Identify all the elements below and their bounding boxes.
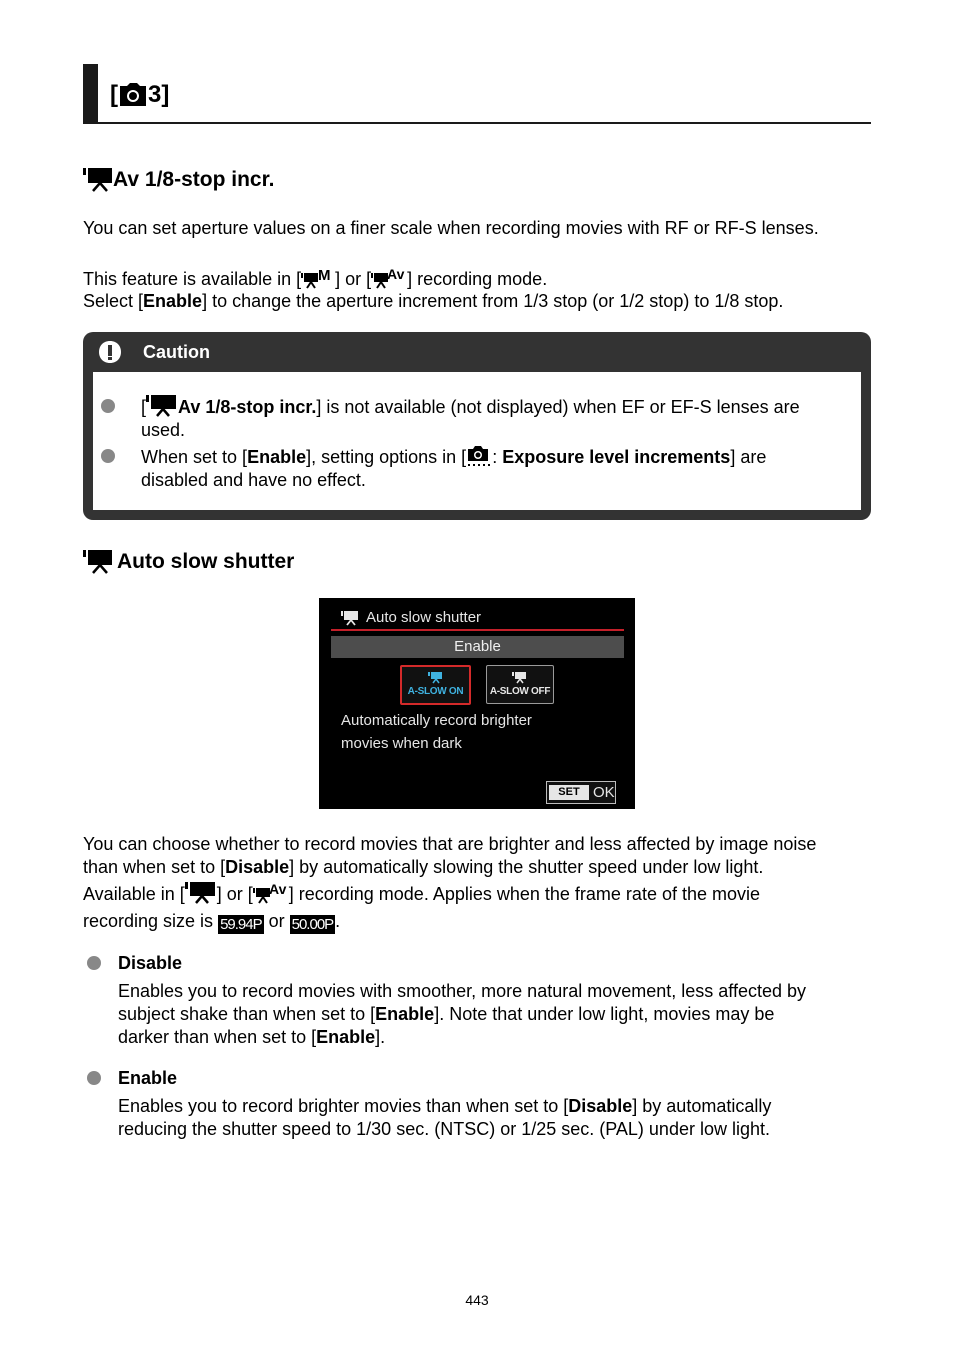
caution-box: [83, 332, 871, 520]
caution-item2-text-a: When set to [: [141, 447, 248, 467]
frame-rate-badge-5994p: 59.94P: [220, 916, 262, 933]
svg-text:M: M: [318, 267, 331, 284]
movie-camera-icon: [185, 882, 217, 904]
section2-p3-or: or: [263, 911, 290, 931]
caution-item-1: [141, 395, 851, 442]
page-title: [110, 80, 169, 110]
section2-p3-end: .: [335, 911, 341, 931]
section1-p1-text: You can set aperture values on a finer scale when recording movies with RF or RF-S lenses.: [83, 218, 819, 238]
option-a-slow-off[interactable]: [486, 665, 554, 704]
section1-paragraph-2: [83, 267, 873, 291]
screenshot-title: [341, 609, 481, 627]
movie-manual-mode-icon: [301, 267, 335, 289]
movie-camera-icon: [146, 395, 178, 417]
p3-bold-enable: Enable: [143, 291, 203, 311]
bullet: [87, 956, 101, 970]
caution-item1-bold: Av 1/8-stop incr.: [178, 397, 317, 417]
section2-p2-text-b: ] or [: [216, 884, 253, 904]
movie-camera-icon: [83, 168, 113, 192]
set-ok-button[interactable]: [546, 781, 616, 804]
caution-item2-text-c: ] are: [730, 447, 767, 467]
p2-text-c: ] recording mode.: [407, 269, 548, 289]
disable-desc-bold-enable-2: Enable: [316, 1027, 376, 1047]
disable-desc-line1: Enables you to record movies with smoother, more natural movement, less affected by: [118, 981, 806, 1001]
movie-av-mode-icon: [371, 267, 407, 289]
movie-av-mode-icon: [253, 882, 289, 904]
enable-desc-line2: reducing the shutter speed to 1/30 sec. (NTSC) or 1/25 sec. (PAL) under low light.: [118, 1119, 770, 1139]
screenshot-title-text: Auto slow shutter: [366, 609, 482, 626]
section1-paragraph-1: [83, 217, 873, 240]
title-number: 3: [148, 81, 162, 108]
bullet: [87, 1071, 101, 1085]
camera-icon: [118, 83, 148, 107]
movie-camera-icon: [428, 672, 444, 684]
section-heading-av-stop: [83, 167, 274, 193]
movie-camera-icon: [512, 672, 528, 684]
ok-label: OK: [593, 784, 615, 801]
disable-desc-line3-b: ].: [375, 1027, 386, 1047]
p3-text-b: ] to change the aperture increment from 1/3 stop (or 1/2 stop) to 1/8 stop.: [202, 291, 784, 311]
camera-menu-screenshot: [319, 598, 635, 809]
disable-desc-bold-enable: Enable: [375, 1004, 435, 1024]
caution-item2-text-b: ], setting options in [: [306, 447, 467, 467]
frame-rate-badge-5000p: 50.00P: [291, 916, 334, 933]
option-name-disable: Disable: [118, 953, 183, 973]
enable-desc-bold-disable: Disable: [568, 1096, 633, 1116]
disable-desc-line2-b: ]. Note that under low light, movies may be: [434, 1004, 775, 1024]
p3-text-a: Select [: [83, 291, 144, 311]
section2-p2-text-c: ] recording mode. Applies when the frame rate of the movie: [288, 884, 761, 904]
caution-item2-colon: :: [492, 447, 503, 467]
section2-p1-text-b: ] by automatically slowing the shutter speed under low light.: [289, 857, 764, 877]
svg-text:Av: Av: [268, 882, 287, 897]
disable-desc-line2-a: subject shake than when set to [: [118, 1004, 376, 1024]
set-chip: SET: [549, 785, 589, 800]
option-name-enable: Enable: [118, 1068, 178, 1088]
title-accent-bar: [83, 64, 98, 123]
bullet: [101, 449, 115, 463]
movie-camera-icon: [83, 550, 117, 574]
title-open: [: [110, 81, 118, 108]
enable-desc-line1-a: Enables you to record brighter movies than when set to [: [118, 1096, 569, 1116]
section-heading-text: Auto slow shutter: [117, 550, 295, 573]
page-number: 443: [465, 1292, 489, 1308]
caution-item1-line2: used.: [141, 420, 186, 440]
option-description-enable: [118, 1095, 868, 1141]
section1-paragraph-3: [83, 290, 873, 313]
title-close: ]: [161, 81, 170, 108]
screenshot-description-line1: Automatically record brighter: [341, 712, 532, 729]
section2-p2-text-a: Available in [: [83, 884, 185, 904]
svg-text:Av: Av: [387, 267, 405, 282]
disable-desc-line3-a: darker than when set to [: [118, 1027, 317, 1047]
option-a-slow-on[interactable]: [400, 665, 471, 705]
section2-p3-text-a: recording size is: [83, 911, 219, 931]
section2-p1-text-a: than when set to [: [83, 857, 226, 877]
caution-item2-bold-enable: Enable: [247, 447, 307, 467]
caution-item1-text: ] is not available (not displayed) when EF or EF-S lenses are: [316, 397, 800, 417]
caution-body: [93, 372, 861, 510]
title-rule: [83, 122, 871, 124]
section2-paragraph-2: [83, 882, 873, 906]
section2-p1-bold-disable: Disable: [225, 857, 290, 877]
bullet: [101, 399, 115, 413]
caution-item2-line2: disabled and have no effect.: [141, 470, 366, 490]
enable-desc-line1-b: ] by automatically: [632, 1096, 772, 1116]
section2-p1-line1: You can choose whether to record movies that are brighter and less affected by image noise: [83, 834, 817, 854]
caution-item2-bold-exposure: Exposure level increments: [502, 447, 731, 467]
option-off-label: A-SLOW OFF: [489, 685, 551, 697]
camera-settings-icon: [466, 445, 492, 467]
section-heading-text: Av 1/8-stop incr.: [113, 168, 275, 191]
section-heading-auto-slow-shutter: [83, 549, 294, 575]
screenshot-title-rule: [331, 629, 624, 631]
section2-paragraph-1: [83, 833, 873, 879]
warning-icon: [97, 340, 123, 364]
movie-camera-icon: [341, 611, 361, 626]
p2-text-b: ] or [: [335, 269, 372, 289]
caution-item-2: [141, 445, 851, 492]
p2-text-a: This feature is available in [: [83, 269, 302, 289]
option-description-disable: [118, 980, 868, 1049]
screenshot-selected-value: Enable: [331, 636, 624, 658]
screenshot-description-line2: movies when dark: [341, 735, 462, 752]
caution-item1-open: [: [141, 397, 147, 417]
section2-paragraph-3: [83, 910, 873, 934]
caution-label: Caution: [143, 341, 210, 362]
caution-header: [83, 332, 871, 372]
option-on-label: A-SLOW ON: [407, 686, 464, 697]
